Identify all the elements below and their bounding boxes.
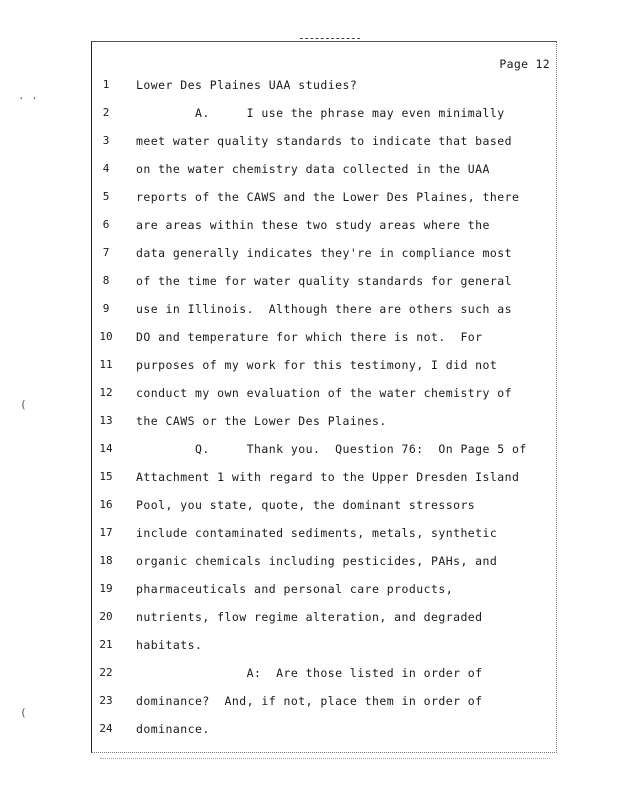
line-text: Attachment 1 with regard to the Upper Dresden Island	[136, 470, 520, 484]
transcript-line	[0, 694, 618, 722]
transcript-line	[0, 442, 618, 470]
line-number: 7	[102, 246, 110, 259]
line-text: dominance.	[136, 722, 210, 736]
line-number: 8	[102, 274, 110, 287]
transcript-line	[0, 134, 618, 162]
line-text: Q. Thank you. Question 76: On Page 5 of	[136, 442, 527, 456]
line-number: 16	[99, 498, 113, 511]
line-text: organic chemicals including pesticides, PAHs, and	[136, 554, 498, 568]
line-number: 11	[99, 358, 113, 371]
line-number: 21	[99, 638, 113, 651]
line-text: include contaminated sediments, metals, synthetic	[136, 526, 498, 540]
transcript-line	[0, 498, 618, 526]
transcript-line	[0, 470, 618, 498]
line-number: 1	[102, 78, 110, 91]
transcript-line	[0, 666, 618, 694]
transcript-line	[0, 722, 618, 750]
transcript-line	[0, 330, 618, 358]
line-text: meet water quality standards to indicate that based	[136, 134, 513, 148]
margin-scan-mark: · ·	[18, 92, 38, 105]
line-text: A: Are those listed in order of	[136, 666, 483, 680]
line-text: reports of the CAWS and the Lower Des Plaines, there	[136, 190, 520, 204]
line-number: 13	[99, 414, 113, 427]
line-text: Lower Des Plaines UAA studies?	[136, 78, 358, 92]
transcript-line	[0, 638, 618, 666]
margin-scan-mark: (	[20, 398, 27, 411]
line-text: dominance? And, if not, place them in order of	[136, 694, 483, 708]
transcript-line	[0, 554, 618, 582]
line-number: 15	[99, 470, 113, 483]
line-text: pharmaceuticals and personal care products,	[136, 582, 454, 596]
line-text: on the water chemistry data collected in the UAA	[136, 162, 490, 176]
line-number: 19	[99, 582, 113, 595]
line-text: the CAWS or the Lower Des Plaines.	[136, 414, 387, 428]
transcript-line	[0, 218, 618, 246]
line-number: 2	[102, 106, 110, 119]
line-text: are areas within these two study areas where the	[136, 218, 490, 232]
transcript-line	[0, 526, 618, 554]
line-text: of the time for water quality standards for general	[136, 274, 513, 288]
line-number: 20	[99, 610, 113, 623]
line-number: 14	[99, 442, 113, 455]
line-text: A. I use the phrase may even minimally	[136, 106, 505, 120]
line-number: 4	[102, 162, 110, 175]
line-number: 12	[99, 386, 113, 399]
transcript-line	[0, 190, 618, 218]
line-number: 18	[99, 554, 113, 567]
transcript-line	[0, 386, 618, 414]
transcript-line	[0, 414, 618, 442]
transcript-line	[0, 78, 618, 106]
transcript-line	[0, 274, 618, 302]
line-text: data generally indicates they're in compliance most	[136, 246, 513, 260]
line-text: nutrients, flow regime alteration, and degraded	[136, 610, 483, 624]
transcript-line	[0, 106, 618, 134]
line-number: 3	[102, 134, 110, 147]
line-number: 10	[99, 330, 113, 343]
transcript-line	[0, 302, 618, 330]
line-number: 17	[99, 526, 113, 539]
line-number: 6	[102, 218, 110, 231]
margin-scan-mark: (	[20, 706, 27, 719]
line-text: DO and temperature for which there is not. For	[136, 330, 483, 344]
transcript-line	[0, 358, 618, 386]
line-number: 23	[99, 694, 113, 707]
line-text: conduct my own evaluation of the water chemistry of	[136, 386, 513, 400]
page-number: Page 12	[499, 57, 550, 71]
line-number: 5	[102, 190, 110, 203]
transcript-line	[0, 610, 618, 638]
transcript-line	[0, 582, 618, 610]
line-text: habitats.	[136, 638, 203, 652]
page-bottom-edge	[100, 758, 550, 765]
line-text: Pool, you state, quote, the dominant stressors	[136, 498, 476, 512]
transcript-line	[0, 246, 618, 274]
line-number: 9	[102, 302, 110, 315]
line-text: use in Illinois. Although there are others such as	[136, 302, 513, 316]
transcript-line	[0, 162, 618, 190]
line-text: purposes of my work for this testimony, I did not	[136, 358, 498, 372]
line-number: 24	[99, 722, 113, 735]
line-number: 22	[99, 666, 113, 679]
